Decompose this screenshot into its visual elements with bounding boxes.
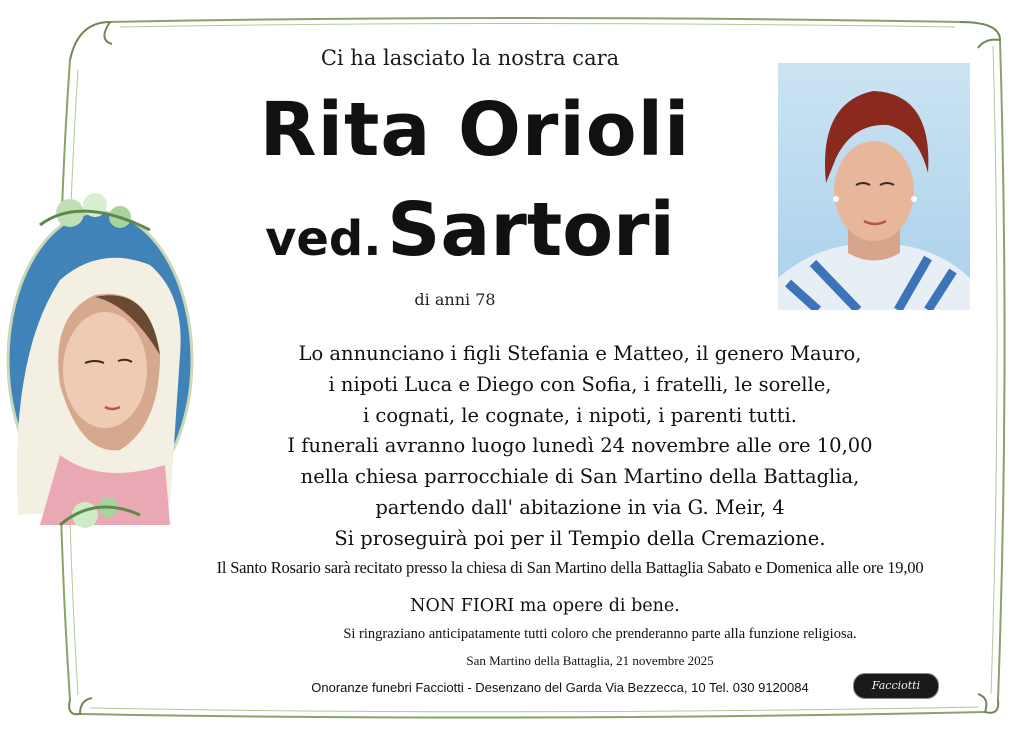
funeral-home-logo: Facciotti [853, 673, 939, 699]
widow-abbreviation: ved. [265, 211, 382, 267]
rosary-notice: Il Santo Rosario sarà recitato presso la chiesa di San Martino della Battaglia Sabato e Domenica alle ore 19,00 [216, 558, 924, 577]
deceased-married-name [160, 180, 780, 300]
frame-top-line-inner [120, 24, 955, 28]
frame-right-line-inner [991, 46, 997, 694]
announcement-line: i nipoti Luca e Diego con Sofia, i fratelli, le sorelle, [328, 373, 832, 396]
no-flowers-notice: NON FIORI ma opere di bene. [410, 596, 680, 616]
frame-right-line [998, 40, 1005, 700]
place-and-date: San Martino della Battaglia, 21 novembre 2025 [466, 653, 714, 668]
intro-text: Ci ha lasciato la nostra cara [320, 46, 620, 70]
frame-corner-bl [69, 698, 92, 714]
funeral-line: partendo dall' abitazione in via G. Meir, 4 [375, 496, 785, 519]
frame-corner-tr [960, 22, 1000, 48]
frame-corner-br [978, 694, 998, 713]
funeral-line: I funerali avranno luogo lunedì 24 novembre alle ore 10,00 [287, 434, 873, 457]
deceased-name: Rita Orioli [259, 87, 691, 173]
married-surname: Sartori [387, 187, 675, 273]
funeral-line: Si proseguirà poi per il Tempio della Cremazione. [334, 527, 826, 550]
frame-top-line [110, 18, 960, 22]
funeral-details-paragraph [230, 430, 930, 554]
announcement-paragraph [230, 338, 930, 431]
funeral-home-footer: Onoranze funebri Facciotti - Desenzano del Garda Via Bezzecca, 10 Tel. 030 9120084 [311, 680, 809, 695]
funeral-line: nella chiesa parrocchiale di San Martino della Battaglia, [300, 465, 860, 488]
age-text: di anni 78 [414, 290, 496, 309]
announcement-line: i cognati, le cognate, i nipoti, i parenti tutti. [363, 404, 797, 427]
frame-bottom-line-inner [90, 707, 978, 712]
thanks-notice: Si ringraziano anticipatamente tutti coloro che prenderanno parte alla funzione religiosa. [343, 626, 857, 642]
frame-corner-tl [70, 22, 112, 60]
announcement-line: Lo annunciano i figli Stefania e Matteo, il genero Mauro, [298, 342, 862, 365]
frame-bottom-line [80, 712, 985, 718]
portrait-photo [778, 63, 970, 310]
